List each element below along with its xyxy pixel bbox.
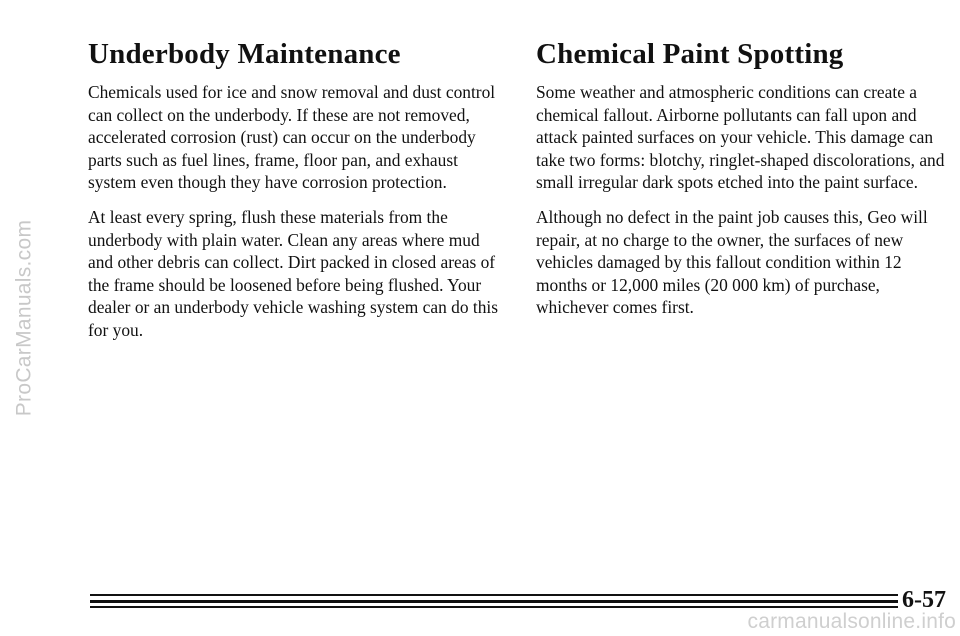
chemical-paint-spotting-heading: Chemical Paint Spotting: [536, 38, 844, 70]
footer-rule: [90, 606, 898, 608]
underbody-paragraph-1: Chemicals used for ice and snow removal and dust control can collect on the underbody. If these are not removed, accelerated corrosion (rust) can occur on the underbody parts such as fuel lines, frame, floor pan, and exhaust system even though they have corrosion protection.: [88, 82, 496, 193]
footer-rules: [90, 594, 898, 608]
side-watermark: [4, 0, 44, 636]
paint-spotting-paragraph-2: Although no defect in the paint job causes this, Geo will repair, at no charge to the owner, the surfaces of new vehicles damaged by this fallout condition within 12 months or 12,000 miles (20 000 km) of purchase, whichever comes first.: [536, 206, 928, 318]
footer-rule: [90, 594, 898, 596]
side-watermark-text: ProCarManuals.com: [12, 219, 35, 417]
page-number: 6-57: [902, 587, 946, 613]
underbody-maintenance-heading: Underbody Maintenance: [88, 38, 401, 70]
chemical-paint-spotting-section: [536, 38, 952, 331]
underbody-maintenance-section: [88, 38, 506, 354]
bottom-watermark: carmanualsonline.info: [747, 610, 956, 633]
footer-rule: [90, 600, 898, 603]
underbody-paragraph-2: At least every spring, flush these materials from the underbody with plain water. Clean any areas where mud and other debris can collect. Dirt packed in closed areas of the frame should be loosened before being flushed. Your dealer or an underbody vehicle washing system can do this for you.: [88, 206, 499, 340]
paint-spotting-paragraph-1: Some weather and atmospheric conditions can create a chemical fallout. Airborne pollutants can fall upon and attack painted surfaces on your vehicle. This damage can take two forms: blotchy, ringlet-shaped discolorations, and small irregular dark spots etched into the paint surface.: [536, 82, 945, 193]
